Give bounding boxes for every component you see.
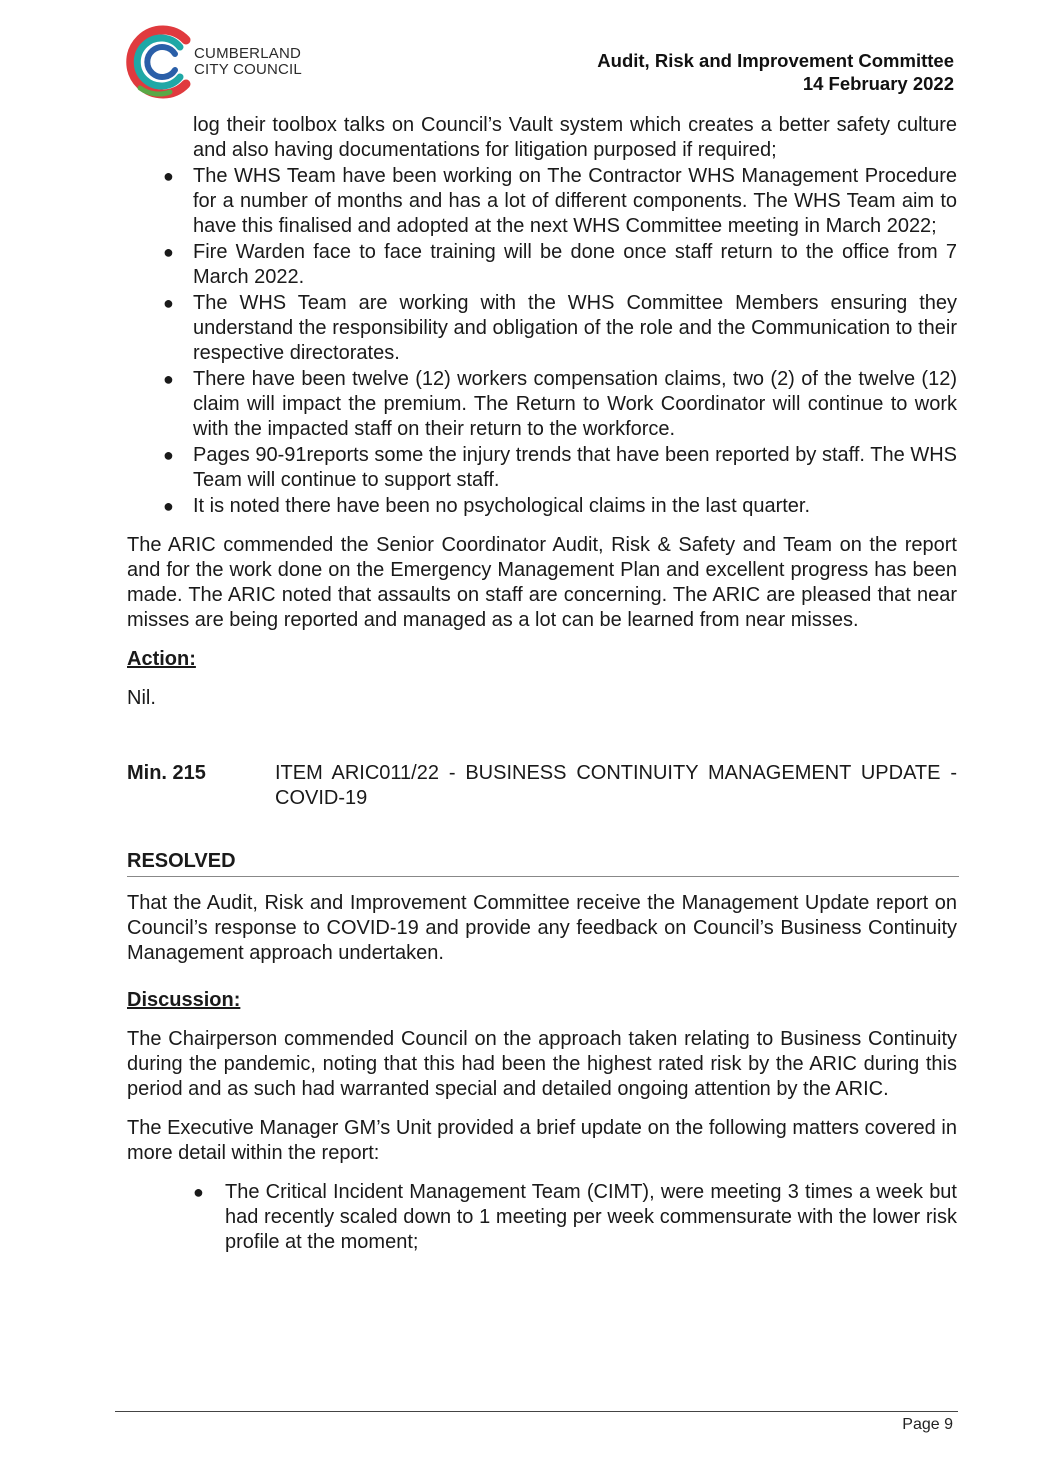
list-item: ● The WHS Team have been working on The Contractor WHS Management Procedure for a number of months and has a lot of different components. The WHS Team aim to have this finalised and adopted at the next WHS Committee meeting in March 2022;: [163, 165, 957, 237]
council-name: [194, 46, 302, 78]
action-text: Nil.: [127, 687, 156, 709]
commendation-paragraph: The ARIC commended the Senior Coordinator Audit, Risk & Safety and Team on the report and for the work done on the Emergency Management Plan and excellent progress has been made. The ARIC noted that assaults on staff are concerning. The ARIC are pleased that near misses are being reported and managed as a lot can be learned from near misses.: [127, 534, 957, 631]
discussion-paragraph: The Executive Manager GM’s Unit provided a brief update on the following matters covered in more detail within the report:: [127, 1117, 957, 1164]
list-item: ● Fire Warden face to face training will be done once staff return to the office from 7 March 2022.: [163, 241, 957, 288]
bullet-list: [127, 113, 957, 519]
minute-number: Min. 215: [127, 762, 206, 784]
council-name-line2: CITY COUNCIL: [194, 61, 302, 78]
resolved-heading: RESOLVED: [127, 849, 959, 877]
council-logo-icon: [120, 22, 200, 102]
list-item: ● The WHS Team are working with the WHS Committee Members ensuring they understand the responsibility and obligation of the role and the Communication to their respective directorates.: [163, 292, 957, 364]
bullet-icon: ●: [193, 1182, 204, 1202]
council-name-line1: CUMBERLAND: [194, 45, 302, 62]
bullet-icon: ●: [163, 293, 174, 313]
resolved-text: That the Audit, Risk and Improvement Committee receive the Management Update report on Council’s response to COVID-19 and provide any feedback on Council’s Business Continuity Management approach undertaken.: [127, 892, 957, 964]
bullet-icon: ●: [163, 445, 174, 465]
meeting-date: 14 February 2022: [802, 73, 954, 94]
bullet-icon: ●: [163, 242, 174, 262]
bullet-list: [127, 1180, 957, 1255]
page-number: Page 9: [902, 1416, 953, 1433]
list-item: ● It is noted there have been no psychological claims in the last quarter.: [163, 495, 811, 517]
action-heading: Action:: [127, 648, 196, 670]
page-content: [127, 113, 957, 1256]
minute-item: [127, 761, 957, 811]
bullet-icon: ●: [163, 369, 174, 389]
list-item: ● There have been twelve (12) workers compensation claims, two (2) of the twelve (12) claim will impact the premium. The Return to Work Coordinator will continue to work with the impacted staff on their return to the workforce.: [163, 368, 957, 440]
footer-divider: [115, 1411, 958, 1412]
list-item: ● Pages 90-91reports some the injury trends that have been reported by staff. The WHS Team will continue to support staff.: [163, 444, 957, 491]
list-item: ● The Critical Incident Management Team (CIMT), were meeting 3 times a week but had recently scaled down to 1 meeting per week commensurate with the lower risk profile at the moment;: [193, 1181, 957, 1253]
minute-title: ITEM ARIC011/22 - BUSINESS CONTINUITY MANAGEMENT UPDATE - COVID-19: [275, 762, 957, 809]
document-header: [597, 49, 954, 95]
bullet-icon: ●: [163, 496, 174, 516]
list-item: log their toolbox talks on Council’s Vault system which creates a better safety culture and also having documentations for litigation purposed if required;: [193, 114, 957, 161]
discussion-paragraph: The Chairperson commended Council on the approach taken relating to Business Continuity during the pandemic, noting that this had been the highest rated risk by the ARIC during this period and as such had warranted special and detailed ongoing attention by the ARIC.: [127, 1028, 957, 1100]
discussion-heading: Discussion:: [127, 989, 241, 1011]
committee-name: Audit, Risk and Improvement Committee: [597, 50, 954, 71]
bullet-icon: ●: [163, 166, 174, 186]
